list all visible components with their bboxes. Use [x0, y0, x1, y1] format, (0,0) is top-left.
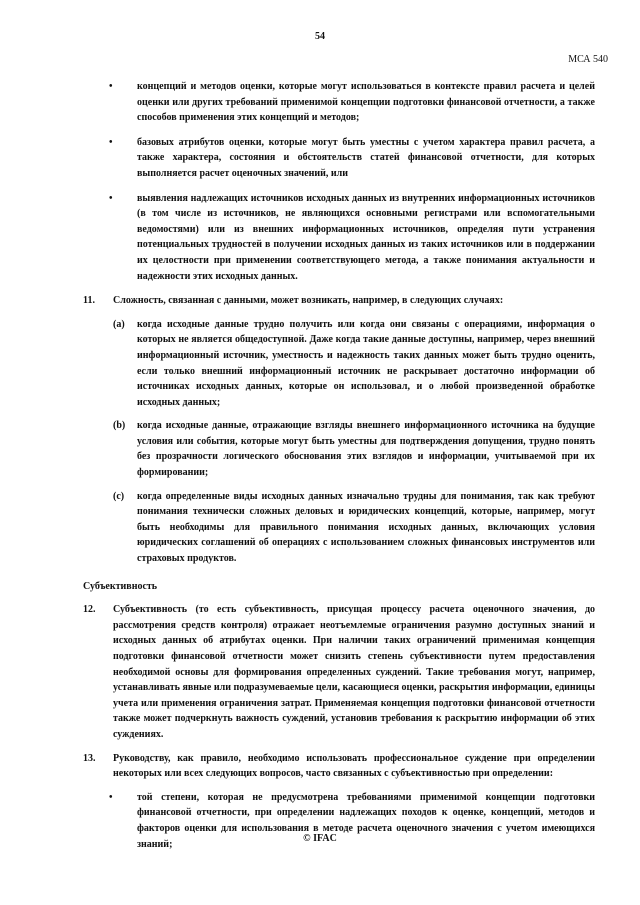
paragraph-number: 11. [83, 295, 95, 307]
page-number: 54 [315, 31, 325, 42]
bullet-text: выявления надлежащих источников исходных данных из внутренних информационных источников (в том числе из источников, не являющихся основными регистрами или вспомогательными ведомостями) или из внешних информационных источников, определяя пути устранения потенциальных трудностей в получении исходных данных из таких источников или в поддержании их целостности при применении соответствующего метода, а также понимания актуальности и надежности этих исходных данных. [137, 192, 595, 282]
document-code: МСА 540 [568, 54, 608, 65]
bullet-icon: • [109, 81, 113, 92]
paragraph-text: Сложность, связанная с данными, может возникать, например, в следующих случаях: [113, 295, 504, 307]
paragraph-text: Субъективность (то есть субъективность, присущая процессу расчета оценочного значения, до рассмотрения средств контроля) отражает неотъемлемые ограничения разумно доступных знаний и исходных данных об атрибутах оценки. При наличии таких ограничений применимая концепция подготовки финансовой отчетности может снизить степень субъективности путем предоставления необходимой основы для формирования определенных суждений. Такие требования могут, например, устанавливать явные или подразумеваемые цели, касающиеся оценки, раскрытия информации, единицы учета или применения ограничения затрат. Применяемая концепция подготовки финансовой отчетности также может подчеркнуть важность суждений, установив требования к раскрытию информации об этих суждениях. [113, 604, 595, 740]
sub-item-text: когда исходные данные, отражающие взгляды внешнего информационного источника на будущие условия или события, которые могут быть уместны для подтверждения допущения, трудно понять без прозрачности логического обоснования этих взглядов и информации, учитываемой при их формировании; [137, 420, 595, 479]
paragraph-12 [83, 602, 595, 742]
sub-item-c [83, 489, 595, 567]
page-content [83, 79, 595, 861]
bullet-item [83, 135, 595, 182]
sub-item-label: (c) [113, 490, 125, 502]
sub-item-text: когда определенные виды исходных данных изначально трудны для понимания, так как требуют понимания технически сложных деловых и юридических концепций, которые, например, могут быть необходимы для правильного понимания исходных данных, включающих условия юридических соглашений об операциях с использованием сложных финансовых инструментов или страховых продуктов. [137, 490, 595, 565]
bullet-icon: • [109, 192, 113, 204]
bullet-item [83, 191, 595, 285]
paragraph-11 [83, 293, 595, 309]
sub-item-text: когда исходные данные трудно получить или когда они связаны с операциями, информация о которых не является общедоступной. Даже когда такие данные доступны, например, через внешний информационный источник, уместность и надежность таких данных может быть трудно оценить, если только внешний информационный источник не раскрывает достаточно информации об источниках исходных данных, которые он использовал, и о любой произведенной обработке исходных данных; [137, 318, 595, 408]
paragraph-text: Руководству, как правило, необходимо использовать профессиональное суждение при определении некоторых или всех следующих вопросов, часто связанных с субъективностью при определении: [113, 752, 595, 780]
sub-item-a [83, 317, 595, 411]
sub-item-label: (b) [113, 420, 126, 432]
paragraph-number: 13. [83, 752, 96, 764]
section-heading: Субъективность [83, 580, 158, 592]
bullet-text: базовых атрибутов оценки, которые могут быть уместны с учетом характера правил расчета, а также характера, состояния и обстоятельств статей финансовой отчетности, для которых выполняется расчет оценочных значений, или [137, 136, 595, 179]
bullet-icon: • [109, 791, 113, 803]
sub-item-label: (a) [113, 318, 125, 330]
paragraph-number: 12. [83, 604, 96, 616]
bullet-icon: • [109, 136, 113, 148]
bullet-item [83, 79, 595, 126]
sub-item-b [83, 418, 595, 480]
footer-copyright: © IFAC [303, 833, 337, 844]
bullet-text: концепций и методов оценки, которые могут использоваться в контексте правил расчета и целей оценки или других требований применимой концепции подготовки финансовой отчетности, а также способов применения этих концепций и методов; [137, 81, 595, 124]
bullet-text: той степени, которая не предусмотрена требованиями применимой концепции подготовки финансовой отчетности, при определении надлежащих походов к оценке, концепций, методов и факторов оценки для использования в методе расчета оценочного значения с учетом имеющихся знаний; [137, 791, 595, 850]
paragraph-13 [83, 751, 595, 782]
